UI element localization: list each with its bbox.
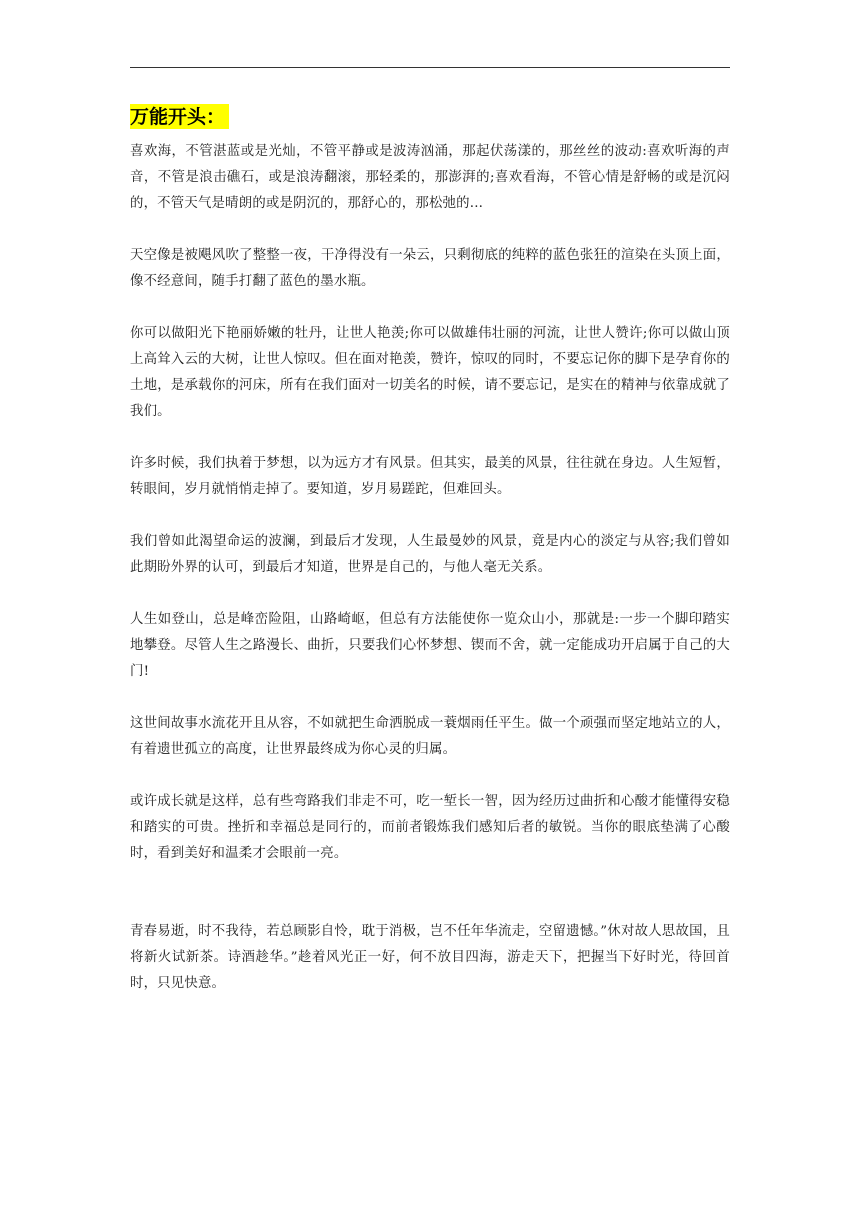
paragraph-1: 喜欢海，不管湛蓝或是光灿，不管平静或是波涛汹涌，那起伏荡漾的，那丝丝的波动:喜欢听海的声音，不管是浪击礁石，或是浪涛翻滚，那轻柔的，那澎湃的;喜欢看海，不管心情是舒畅的或是沉闷的，不管天气是晴朗的或是阴沉的，那舒心的，那松弛的...	[130, 144, 730, 211]
paragraph-5: 我们曾如此渴望命运的波澜，到最后才发现，人生最曼妙的风景，竟是内心的淡定与从容;我们曾如此期盼外界的认可，到最后才知道，世界是自己的，与他人毫无关系。	[130, 534, 730, 575]
document-body	[130, 104, 730, 1023]
paragraph-8: 或许成长就是这样，总有些弯路我们非走不可，吃一堑长一智，因为经历过曲折和心酸才能懂得安稳和踏实的可贵。挫折和幸福总是同行的，而前者锻炼我们感知后者的敏锐。当你的眼底垫满了心酸时，看到美好和温柔才会眼前一亮。	[130, 794, 730, 861]
paragraph-2: 天空像是被飓风吹了整整一夜，干净得没有一朵云，只剩彻底的纯粹的蓝色张狂的渲染在头顶上面，像不经意间，随手打翻了蓝色的墨水瓶。	[130, 248, 730, 289]
paragraph-3: 你可以做阳光下艳丽娇嫩的牡丹，让世人艳羡;你可以做雄伟壮丽的河流，让世人赞许;你可以做山顶上高耸入云的大树，让世人惊叹。但在面对艳羡，赞许，惊叹的同时，不要忘记你的脚下是孕育你的土地，是承载你的河床，所有在我们面对一切美名的时候，请不要忘记，是实在的精神与依靠成就了我们。	[130, 326, 730, 419]
header-divider	[130, 67, 730, 68]
paragraph-9: 青春易逝，时不我待，若总顾影自怜，耽于消极，岂不任年华流走，空留遗憾。”休对故人思故国，且将新火试新茶。诗酒趁华。”趁着风光正一好，何不放目四海，游走天下，把握当下好时光，待回首时，只见快意。	[130, 924, 730, 991]
section-heading: 万能开头：	[130, 104, 229, 129]
paragraph-7: 这世间故事水流花开且从容，不如就把生命洒脱成一蓑烟雨任平生。做一个顽强而坚定地站立的人，有着遗世孤立的高度，让世界最终成为你心灵的归属。	[130, 716, 730, 757]
paragraph-4: 许多时候，我们执着于梦想，以为远方才有风景。但其实，最美的风景，往往就在身边。人生短暂，转眼间，岁月就悄悄走掉了。要知道，岁月易蹉跎，但难回头。	[130, 456, 730, 497]
paragraph-6: 人生如登山，总是峰峦险阻，山路崎岖，但总有方法能使你一览众山小，那就是:一步一个脚印踏实地攀登。尽管人生之路漫长、曲折，只要我们心怀梦想、锲而不舍，就一定能成功开启属于自己的大门!	[130, 612, 730, 679]
